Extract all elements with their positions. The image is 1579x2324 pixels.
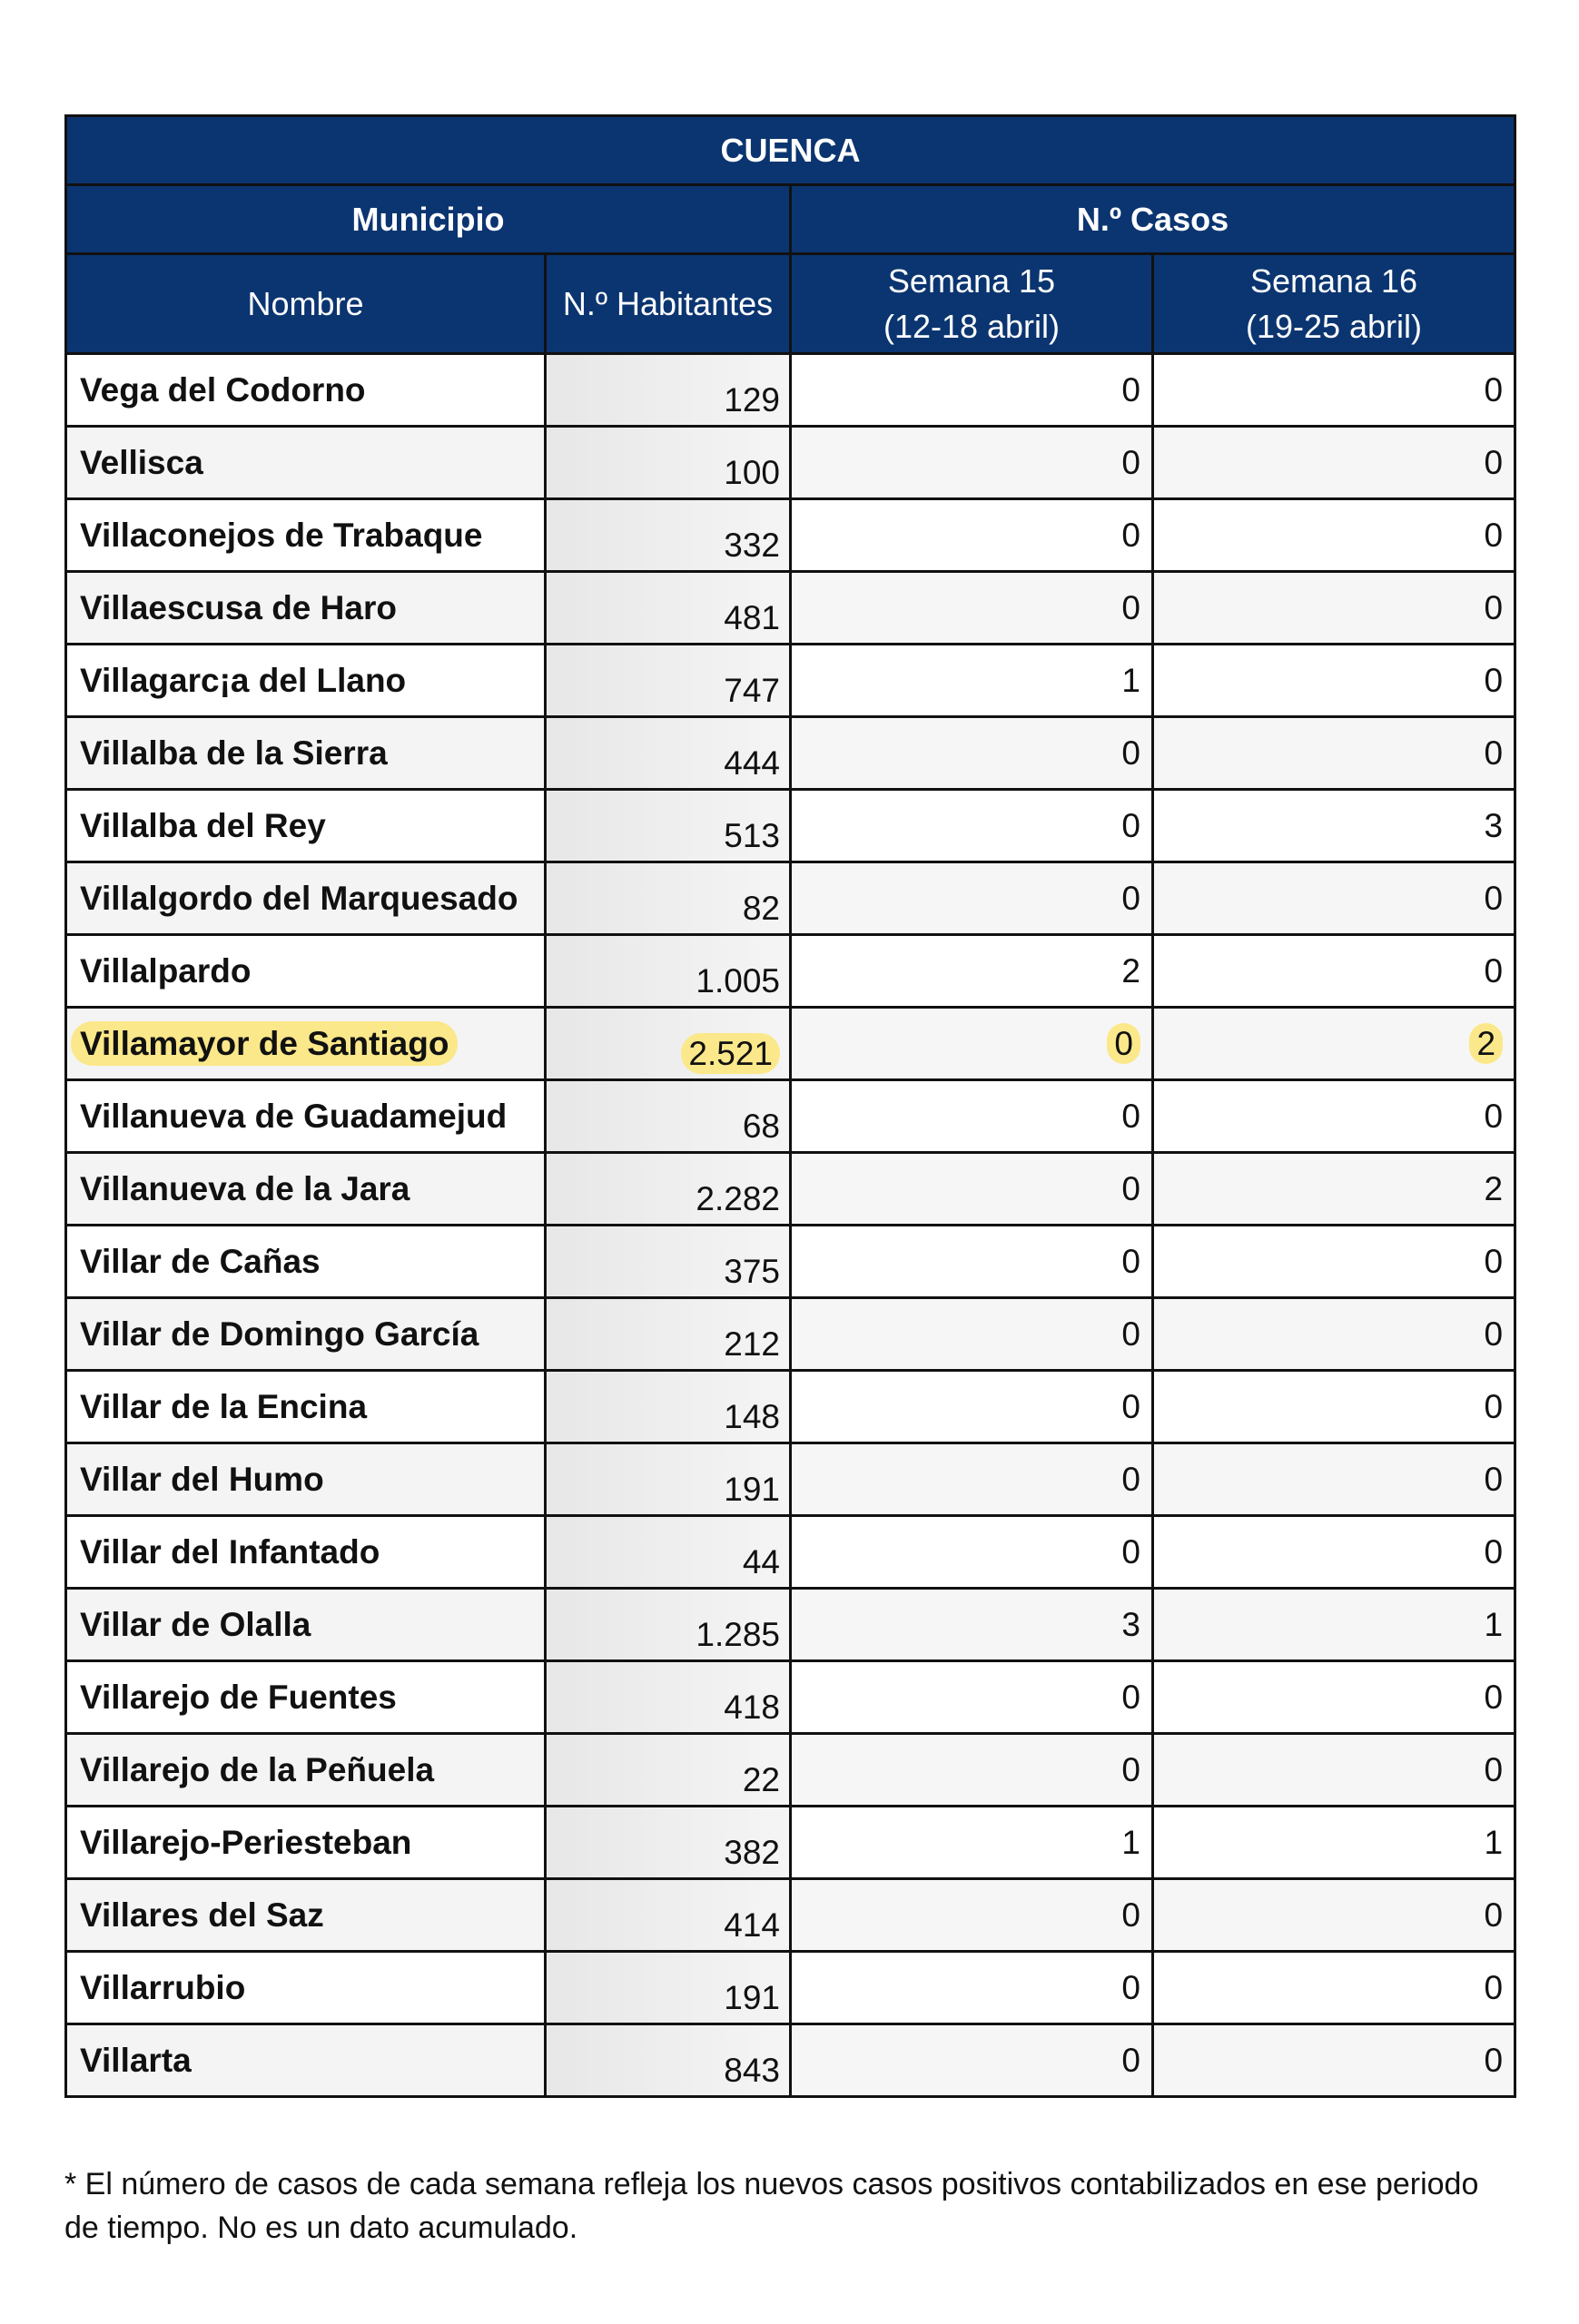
column-header-week16 xyxy=(1153,254,1515,354)
habitantes-value: 843 xyxy=(724,2052,780,2089)
habitantes-value-cell xyxy=(546,2024,791,2097)
municipio-name-cell xyxy=(66,354,546,427)
week16-cases: 0 xyxy=(1484,443,1504,481)
table-row xyxy=(66,1371,1515,1443)
week16-cases-cell xyxy=(1153,1661,1515,1734)
week16-cases-cell xyxy=(1153,645,1515,717)
week16-cases: 1 xyxy=(1484,1605,1504,1643)
habitantes-value: 382 xyxy=(724,1834,780,1871)
week15-cases: 0 xyxy=(1121,1097,1140,1135)
group-header-casos: N.º Casos xyxy=(791,185,1515,254)
habitantes-value: 513 xyxy=(724,817,780,854)
habitantes-value: 22 xyxy=(742,1761,780,1798)
week15-cases: 0 xyxy=(1121,2041,1140,2079)
week15-cases-cell xyxy=(791,1516,1153,1589)
week16-cases-cell xyxy=(1153,1153,1515,1226)
municipio-name-cell xyxy=(66,1589,546,1661)
habitantes-value-cell xyxy=(546,935,791,1008)
week15-cases: 0 xyxy=(1121,1750,1140,1788)
week16-cases: 0 xyxy=(1484,734,1504,772)
week16-cases-cell xyxy=(1153,1734,1515,1807)
week15-label: Semana 15 xyxy=(887,261,1056,300)
municipio-name-cell xyxy=(66,1008,546,1080)
week16-cases: 0 xyxy=(1484,1242,1504,1280)
week15-cases: 3 xyxy=(1121,1605,1140,1643)
municipio-name-cell xyxy=(66,1952,546,2024)
table-row xyxy=(66,645,1515,717)
week16-cases-cell xyxy=(1153,790,1515,862)
week16-label: Semana 16 xyxy=(1249,261,1418,300)
week16-cases: 2 xyxy=(1484,1169,1504,1207)
table-row xyxy=(66,1008,1515,1080)
municipio-name: Villarejo de la Peñuela xyxy=(80,1750,435,1788)
habitantes-value-cell xyxy=(546,645,791,717)
week15-dates: (12-18 abril) xyxy=(883,307,1061,345)
week15-cases: 0 xyxy=(1121,370,1140,409)
municipio-name: Villalgordo del Marquesado xyxy=(80,879,518,917)
week16-cases: 0 xyxy=(1484,1387,1504,1425)
week15-cases-cell xyxy=(791,2024,1153,2097)
group-header-municipio: Municipio xyxy=(66,185,791,254)
table-row xyxy=(66,2024,1515,2097)
table-row xyxy=(66,354,1515,427)
municipio-name-cell xyxy=(66,1879,546,1952)
habitantes-value: 2.521 xyxy=(681,1033,780,1074)
municipio-name: Villares del Saz xyxy=(80,1896,324,1934)
week15-cases: 0 xyxy=(1121,1460,1140,1498)
week16-cases-cell xyxy=(1153,2024,1515,2097)
week16-cases: 0 xyxy=(1484,370,1504,409)
table-row xyxy=(66,1226,1515,1298)
habitantes-value: 2.282 xyxy=(696,1180,780,1217)
week16-cases: 0 xyxy=(1484,2041,1504,2079)
week15-cases: 0 xyxy=(1121,1315,1140,1353)
week16-cases-cell xyxy=(1153,1952,1515,2024)
municipio-name-cell xyxy=(66,645,546,717)
week15-cases-cell xyxy=(791,862,1153,935)
habitantes-value: 68 xyxy=(742,1108,780,1145)
column-header-habitantes: N.º Habitantes xyxy=(546,254,791,354)
habitantes-value-cell xyxy=(546,717,791,790)
week15-cases: 1 xyxy=(1121,661,1140,699)
week15-cases: 0 xyxy=(1121,1387,1140,1425)
week15-cases-cell xyxy=(791,354,1153,427)
municipio-name-cell xyxy=(66,1226,546,1298)
table-row xyxy=(66,499,1515,572)
cases-table xyxy=(64,114,1516,2098)
habitantes-value-cell xyxy=(546,1298,791,1371)
week16-cases-cell xyxy=(1153,354,1515,427)
municipio-name-cell xyxy=(66,862,546,935)
table-row xyxy=(66,1734,1515,1807)
week16-cases-cell xyxy=(1153,1516,1515,1589)
week16-cases-cell xyxy=(1153,1080,1515,1153)
municipio-name-cell xyxy=(66,572,546,645)
habitantes-value-cell xyxy=(546,1443,791,1516)
week15-cases: 0 xyxy=(1121,1896,1140,1934)
municipio-name-cell xyxy=(66,717,546,790)
week15-cases: 0 xyxy=(1107,1023,1140,1064)
habitantes-value-cell xyxy=(546,1589,791,1661)
habitantes-value: 191 xyxy=(724,1979,780,2016)
week15-cases: 0 xyxy=(1121,1169,1140,1207)
week16-cases-cell xyxy=(1153,1589,1515,1661)
week15-cases: 0 xyxy=(1121,1532,1140,1571)
habitantes-value-cell xyxy=(546,1371,791,1443)
table-row xyxy=(66,1589,1515,1661)
week15-cases-cell xyxy=(791,427,1153,499)
habitantes-value-cell xyxy=(546,427,791,499)
week15-cases: 0 xyxy=(1121,1968,1140,2006)
week16-cases: 0 xyxy=(1484,1532,1504,1571)
habitantes-value-cell xyxy=(546,572,791,645)
municipio-name: Villar del Humo xyxy=(80,1460,324,1498)
week15-cases-cell xyxy=(791,1153,1153,1226)
habitantes-value: 418 xyxy=(724,1689,780,1726)
municipio-name-cell xyxy=(66,790,546,862)
week16-cases: 0 xyxy=(1484,661,1504,699)
municipio-name: Villagarc¡a del Llano xyxy=(80,661,407,699)
week16-cases: 0 xyxy=(1484,1896,1504,1934)
table-row xyxy=(66,1080,1515,1153)
habitantes-value-cell xyxy=(546,1879,791,1952)
week15-cases-cell xyxy=(791,1661,1153,1734)
habitantes-value-cell xyxy=(546,862,791,935)
habitantes-value-cell xyxy=(546,790,791,862)
habitantes-value-cell xyxy=(546,1516,791,1589)
week16-cases: 0 xyxy=(1484,588,1504,626)
municipio-name: Villanueva de Guadamejud xyxy=(80,1097,508,1135)
week15-cases: 0 xyxy=(1121,806,1140,844)
column-header-week15 xyxy=(791,254,1153,354)
week16-cases-cell xyxy=(1153,935,1515,1008)
week15-cases-cell xyxy=(791,499,1153,572)
habitantes-value-cell xyxy=(546,499,791,572)
table-row xyxy=(66,1661,1515,1734)
municipio-name: Villarejo-Periesteban xyxy=(80,1823,412,1861)
municipio-name-cell xyxy=(66,499,546,572)
week15-cases-cell xyxy=(791,1589,1153,1661)
habitantes-value-cell xyxy=(546,354,791,427)
municipio-name-cell xyxy=(66,1807,546,1879)
municipio-name: Villaescusa de Haro xyxy=(80,588,397,626)
habitantes-value: 212 xyxy=(724,1325,780,1363)
week15-cases: 1 xyxy=(1121,1823,1140,1861)
week16-cases-cell xyxy=(1153,499,1515,572)
habitantes-value-cell xyxy=(546,1008,791,1080)
table-row xyxy=(66,717,1515,790)
week16-cases: 0 xyxy=(1484,879,1504,917)
week16-cases-cell xyxy=(1153,427,1515,499)
week15-cases-cell xyxy=(791,1952,1153,2024)
municipio-name: Villarrubio xyxy=(80,1968,246,2006)
habitantes-value: 100 xyxy=(724,454,780,491)
week16-dates: (19-25 abril) xyxy=(1245,307,1423,345)
week16-cases-cell xyxy=(1153,1879,1515,1952)
municipio-name: Villar de Cañas xyxy=(80,1242,321,1280)
week16-cases-cell xyxy=(1153,1226,1515,1298)
municipio-name: Villar de la Encina xyxy=(80,1387,368,1425)
habitantes-value: 444 xyxy=(724,744,780,782)
week16-cases: 0 xyxy=(1484,1315,1504,1353)
municipio-name: Villar de Olalla xyxy=(80,1605,311,1643)
week16-cases: 0 xyxy=(1484,516,1504,554)
municipio-name-cell xyxy=(66,1153,546,1226)
week15-cases-cell xyxy=(791,1371,1153,1443)
week16-cases: 3 xyxy=(1484,806,1504,844)
week16-cases: 0 xyxy=(1484,1678,1504,1716)
habitantes-value: 332 xyxy=(724,527,780,564)
table-row xyxy=(66,1298,1515,1371)
table-row xyxy=(66,427,1515,499)
habitantes-value: 481 xyxy=(724,599,780,636)
table-row xyxy=(66,935,1515,1008)
week15-cases: 0 xyxy=(1121,1242,1140,1280)
table-row xyxy=(66,1952,1515,2024)
table-row xyxy=(66,862,1515,935)
week15-cases-cell xyxy=(791,1008,1153,1080)
municipio-name-cell xyxy=(66,1298,546,1371)
municipio-name-cell xyxy=(66,1661,546,1734)
week16-cases: 0 xyxy=(1484,951,1504,990)
habitantes-value: 129 xyxy=(724,381,780,419)
table-row xyxy=(66,572,1515,645)
week15-cases-cell xyxy=(791,1298,1153,1371)
municipio-name-cell xyxy=(66,1371,546,1443)
habitantes-value-cell xyxy=(546,1661,791,1734)
habitantes-value: 191 xyxy=(724,1471,780,1508)
week15-cases-cell xyxy=(791,717,1153,790)
week15-cases-cell xyxy=(791,935,1153,1008)
column-header-nombre: Nombre xyxy=(66,254,546,354)
municipio-name-cell xyxy=(66,427,546,499)
municipio-name-cell xyxy=(66,1516,546,1589)
week16-cases: 1 xyxy=(1484,1823,1504,1861)
habitantes-value-cell xyxy=(546,1226,791,1298)
week15-cases: 0 xyxy=(1121,516,1140,554)
municipio-name: Vellisca xyxy=(80,443,203,481)
week15-cases-cell xyxy=(791,1879,1153,1952)
week16-cases: 0 xyxy=(1484,1968,1504,2006)
table-row xyxy=(66,1879,1515,1952)
habitantes-value-cell xyxy=(546,1952,791,2024)
habitantes-value-cell xyxy=(546,1807,791,1879)
week16-cases-cell xyxy=(1153,1371,1515,1443)
week16-cases: 0 xyxy=(1484,1460,1504,1498)
week16-cases-cell xyxy=(1153,717,1515,790)
municipio-name-cell xyxy=(66,935,546,1008)
habitantes-value: 1.285 xyxy=(696,1616,780,1653)
table-title: CUENCA xyxy=(66,116,1515,185)
habitantes-value-cell xyxy=(546,1734,791,1807)
municipio-name-cell xyxy=(66,1080,546,1153)
week16-cases-cell xyxy=(1153,1298,1515,1371)
week15-cases: 0 xyxy=(1121,734,1140,772)
week15-cases-cell xyxy=(791,572,1153,645)
municipio-name: Villarejo de Fuentes xyxy=(80,1678,397,1716)
habitantes-value: 148 xyxy=(724,1398,780,1435)
municipio-name-cell xyxy=(66,1734,546,1807)
week15-cases-cell xyxy=(791,1807,1153,1879)
municipio-name: Villanueva de la Jara xyxy=(80,1169,410,1207)
table-row xyxy=(66,790,1515,862)
municipio-name: Villamayor de Santiago xyxy=(71,1021,458,1066)
week16-cases: 0 xyxy=(1484,1097,1504,1135)
municipio-name: Villaconejos de Trabaque xyxy=(80,516,483,554)
municipio-name: Villalba del Rey xyxy=(80,806,326,844)
week15-cases-cell xyxy=(791,1443,1153,1516)
week16-cases-cell xyxy=(1153,862,1515,935)
week15-cases: 2 xyxy=(1121,951,1140,990)
municipio-name-cell xyxy=(66,2024,546,2097)
week15-cases-cell xyxy=(791,790,1153,862)
week15-cases-cell xyxy=(791,1080,1153,1153)
table-row xyxy=(66,1153,1515,1226)
week16-cases: 0 xyxy=(1484,1750,1504,1788)
week16-cases-cell xyxy=(1153,1443,1515,1516)
table-row xyxy=(66,1516,1515,1589)
municipio-name: Villar de Domingo García xyxy=(80,1315,479,1353)
habitantes-value: 82 xyxy=(742,890,780,927)
habitantes-value: 747 xyxy=(724,672,780,709)
table-row xyxy=(66,1807,1515,1879)
habitantes-value: 414 xyxy=(724,1906,780,1944)
municipio-name: Vega del Codorno xyxy=(80,370,366,409)
footnote: * El número de casos de cada semana refleja los nuevos casos positivos contabilizados en ese periodo de tiempo. No es un dato acumulado. xyxy=(64,2167,1479,2245)
habitantes-value-cell xyxy=(546,1153,791,1226)
municipio-name-cell xyxy=(66,1443,546,1516)
habitantes-value: 375 xyxy=(724,1253,780,1290)
municipio-name: Villalpardo xyxy=(80,951,252,990)
week15-cases: 0 xyxy=(1121,879,1140,917)
habitantes-value: 1.005 xyxy=(696,962,780,1000)
habitantes-value-cell xyxy=(546,1080,791,1153)
week15-cases: 0 xyxy=(1121,588,1140,626)
week16-cases-cell xyxy=(1153,572,1515,645)
table-body xyxy=(66,354,1515,2097)
week16-cases: 2 xyxy=(1469,1023,1503,1064)
municipio-name: Villarta xyxy=(80,2041,192,2079)
week15-cases: 0 xyxy=(1121,443,1140,481)
municipio-name: Villar del Infantado xyxy=(80,1532,380,1571)
municipio-name: Villalba de la Sierra xyxy=(80,734,388,772)
week15-cases-cell xyxy=(791,1226,1153,1298)
week15-cases: 0 xyxy=(1121,1678,1140,1716)
habitantes-value: 44 xyxy=(742,1543,780,1581)
week16-cases-cell xyxy=(1153,1008,1515,1080)
week16-cases-cell xyxy=(1153,1807,1515,1879)
week15-cases-cell xyxy=(791,645,1153,717)
week15-cases-cell xyxy=(791,1734,1153,1807)
table-row xyxy=(66,1443,1515,1516)
